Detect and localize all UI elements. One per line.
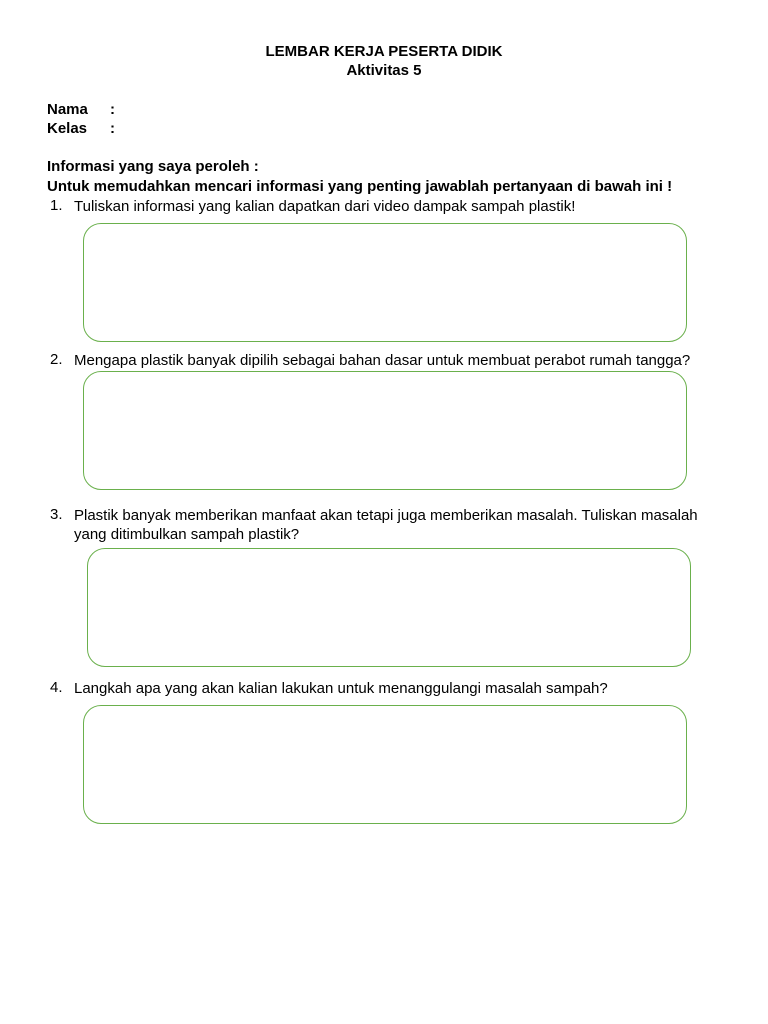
question-1-number: 1. (50, 197, 63, 214)
question-4-number: 4. (50, 679, 63, 696)
info-heading: Informasi yang saya peroleh : (47, 158, 259, 175)
answer-box-4[interactable] (83, 705, 687, 824)
answer-box-1[interactable] (83, 223, 687, 342)
worksheet-subtitle: Aktivitas 5 (346, 62, 422, 79)
worksheet-title: LEMBAR KERJA PESERTA DIDIK (265, 43, 503, 60)
question-3-number: 3. (50, 506, 63, 523)
class-colon: : (110, 120, 115, 137)
answer-box-3[interactable] (87, 548, 691, 667)
name-label: Nama (47, 101, 88, 118)
instruction-text: Untuk memudahkan mencari informasi yang penting jawablah pertanyaan di bawah ini ! (47, 178, 673, 195)
class-label: Kelas (47, 120, 88, 137)
question-2-number: 2. (50, 351, 63, 368)
question-1-text: Tuliskan informasi yang kalian dapatkan dari video dampak sampah plastik! (74, 198, 576, 215)
question-3-text: Plastik banyak memberikan manfaat akan tetapi juga memberikan masalah. Tuliskan masalah yang ditimbulkan sampah plastik? (74, 507, 698, 543)
question-4-text: Langkah apa yang akan kalian lakukan untuk menanggulangi masalah sampah? (74, 680, 608, 697)
answer-box-2[interactable] (83, 371, 687, 490)
question-2-text: Mengapa plastik banyak dipilih sebagai bahan dasar untuk membuat perabot rumah tangga? (74, 352, 691, 369)
name-colon: : (110, 101, 115, 118)
